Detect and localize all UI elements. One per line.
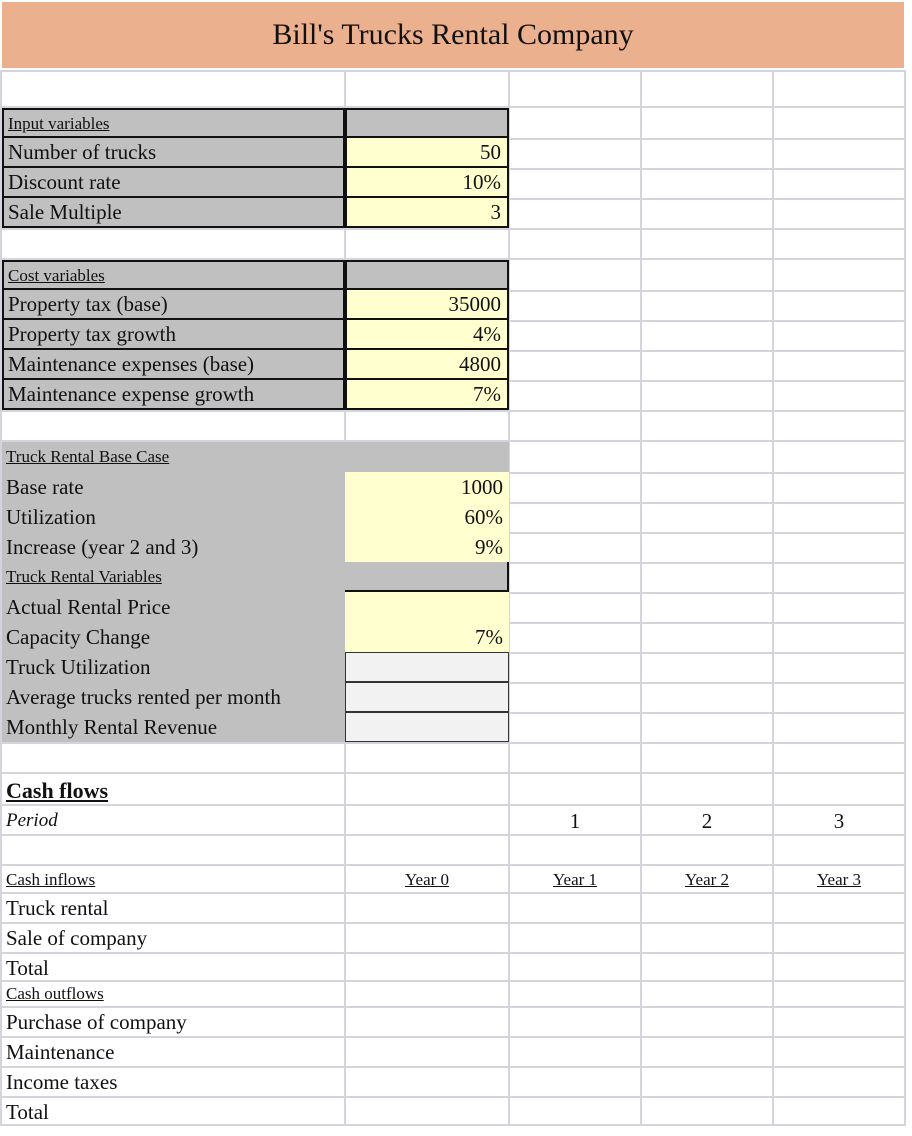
cost-label-maintenance-growth: Maintenance expense growth — [2, 380, 345, 410]
cost-value-property-tax-base[interactable]: 35000 — [345, 290, 509, 320]
sheet-title: Bill's Trucks Rental Company — [2, 2, 904, 68]
input-label-trucks: Number of trucks — [2, 138, 345, 168]
inflow-truck-rental: Truck rental — [6, 896, 109, 920]
cost-label-maintenance-base: Maintenance expenses (base) — [2, 350, 345, 380]
cost-label-property-tax-growth: Property tax growth — [2, 320, 345, 350]
input-label-sale-multiple: Sale Multiple — [2, 198, 345, 228]
rental-label-actual-price: Actual Rental Price — [2, 592, 345, 622]
year-0-header: Year 0 — [404, 870, 450, 889]
grid-row-line — [0, 228, 906, 230]
base-case-value-utilization[interactable]: 60% — [345, 502, 509, 532]
grid-row-line — [0, 70, 906, 72]
cost-variables-header: Cost variables — [2, 260, 345, 290]
cash-outflows-label: Cash outflows — [6, 984, 104, 1003]
cost-value-maintenance-growth[interactable]: 7% — [345, 380, 509, 410]
rental-variables-header-value-cell[interactable] — [345, 562, 509, 592]
base-case-header-value-cell[interactable] — [345, 442, 509, 472]
inflow-sale-of-company: Sale of company — [6, 926, 148, 950]
year-2-header: Year 2 — [684, 870, 730, 889]
input-value-discount-rate[interactable]: 10% — [345, 168, 509, 198]
period-3: 3 — [833, 809, 845, 833]
outflow-income-taxes: Income taxes — [6, 1070, 118, 1094]
base-case-value-increase[interactable]: 9% — [345, 532, 509, 562]
period-2: 2 — [701, 809, 713, 833]
year-1-header: Year 1 — [552, 870, 598, 889]
rental-label-avg-trucks-rented: Average trucks rented per month — [2, 682, 345, 712]
base-case-label-base-rate: Base rate — [2, 472, 345, 502]
cost-value-maintenance-base[interactable]: 4800 — [345, 350, 509, 380]
outflow-purchase-of-company: Purchase of company — [6, 1010, 187, 1034]
rental-value-capacity-change[interactable]: 7% — [345, 622, 509, 652]
rental-variables-header: Truck Rental Variables — [2, 562, 345, 592]
cost-value-property-tax-growth[interactable]: 4% — [345, 320, 509, 350]
grid-row-line — [0, 410, 906, 412]
input-variables-header: Input variables — [2, 108, 345, 138]
period-1: 1 — [569, 809, 581, 833]
base-case-value-base-rate[interactable]: 1000 — [345, 472, 509, 502]
cost-label-property-tax-base: Property tax (base) — [2, 290, 345, 320]
outflow-total: Total — [6, 1100, 49, 1124]
rental-value-monthly-revenue[interactable] — [345, 712, 509, 742]
input-value-trucks[interactable]: 50 — [345, 138, 509, 168]
year-3-header: Year 3 — [816, 870, 862, 889]
rental-label-monthly-revenue: Monthly Rental Revenue — [2, 712, 345, 742]
base-case-label-increase: Increase (year 2 and 3) — [2, 532, 345, 562]
input-value-sale-multiple[interactable]: 3 — [345, 198, 509, 228]
rental-label-capacity-change: Capacity Change — [2, 622, 345, 652]
input-header-value-cell[interactable] — [345, 108, 509, 138]
rental-value-truck-utilization[interactable] — [345, 652, 509, 682]
cost-header-value-cell[interactable] — [345, 260, 509, 290]
inflow-total: Total — [6, 956, 49, 980]
rental-label-truck-utilization: Truck Utilization — [2, 652, 345, 682]
grid-row-line — [0, 742, 906, 744]
grid-row-line — [0, 772, 906, 774]
rental-value-actual-price[interactable] — [345, 592, 509, 622]
rental-value-avg-trucks-rented[interactable] — [345, 682, 509, 712]
period-label: Period — [6, 810, 58, 831]
cash-flows-title: Cash flows — [6, 778, 109, 803]
cash-inflows-label: Cash inflows — [6, 870, 96, 889]
outflow-maintenance: Maintenance — [6, 1040, 115, 1064]
input-label-discount-rate: Discount rate — [2, 168, 345, 198]
grid-row-line — [0, 1124, 906, 1126]
base-case-label-utilization: Utilization — [2, 502, 345, 532]
base-case-header: Truck Rental Base Case — [2, 442, 345, 472]
grid-row-line — [0, 864, 906, 866]
